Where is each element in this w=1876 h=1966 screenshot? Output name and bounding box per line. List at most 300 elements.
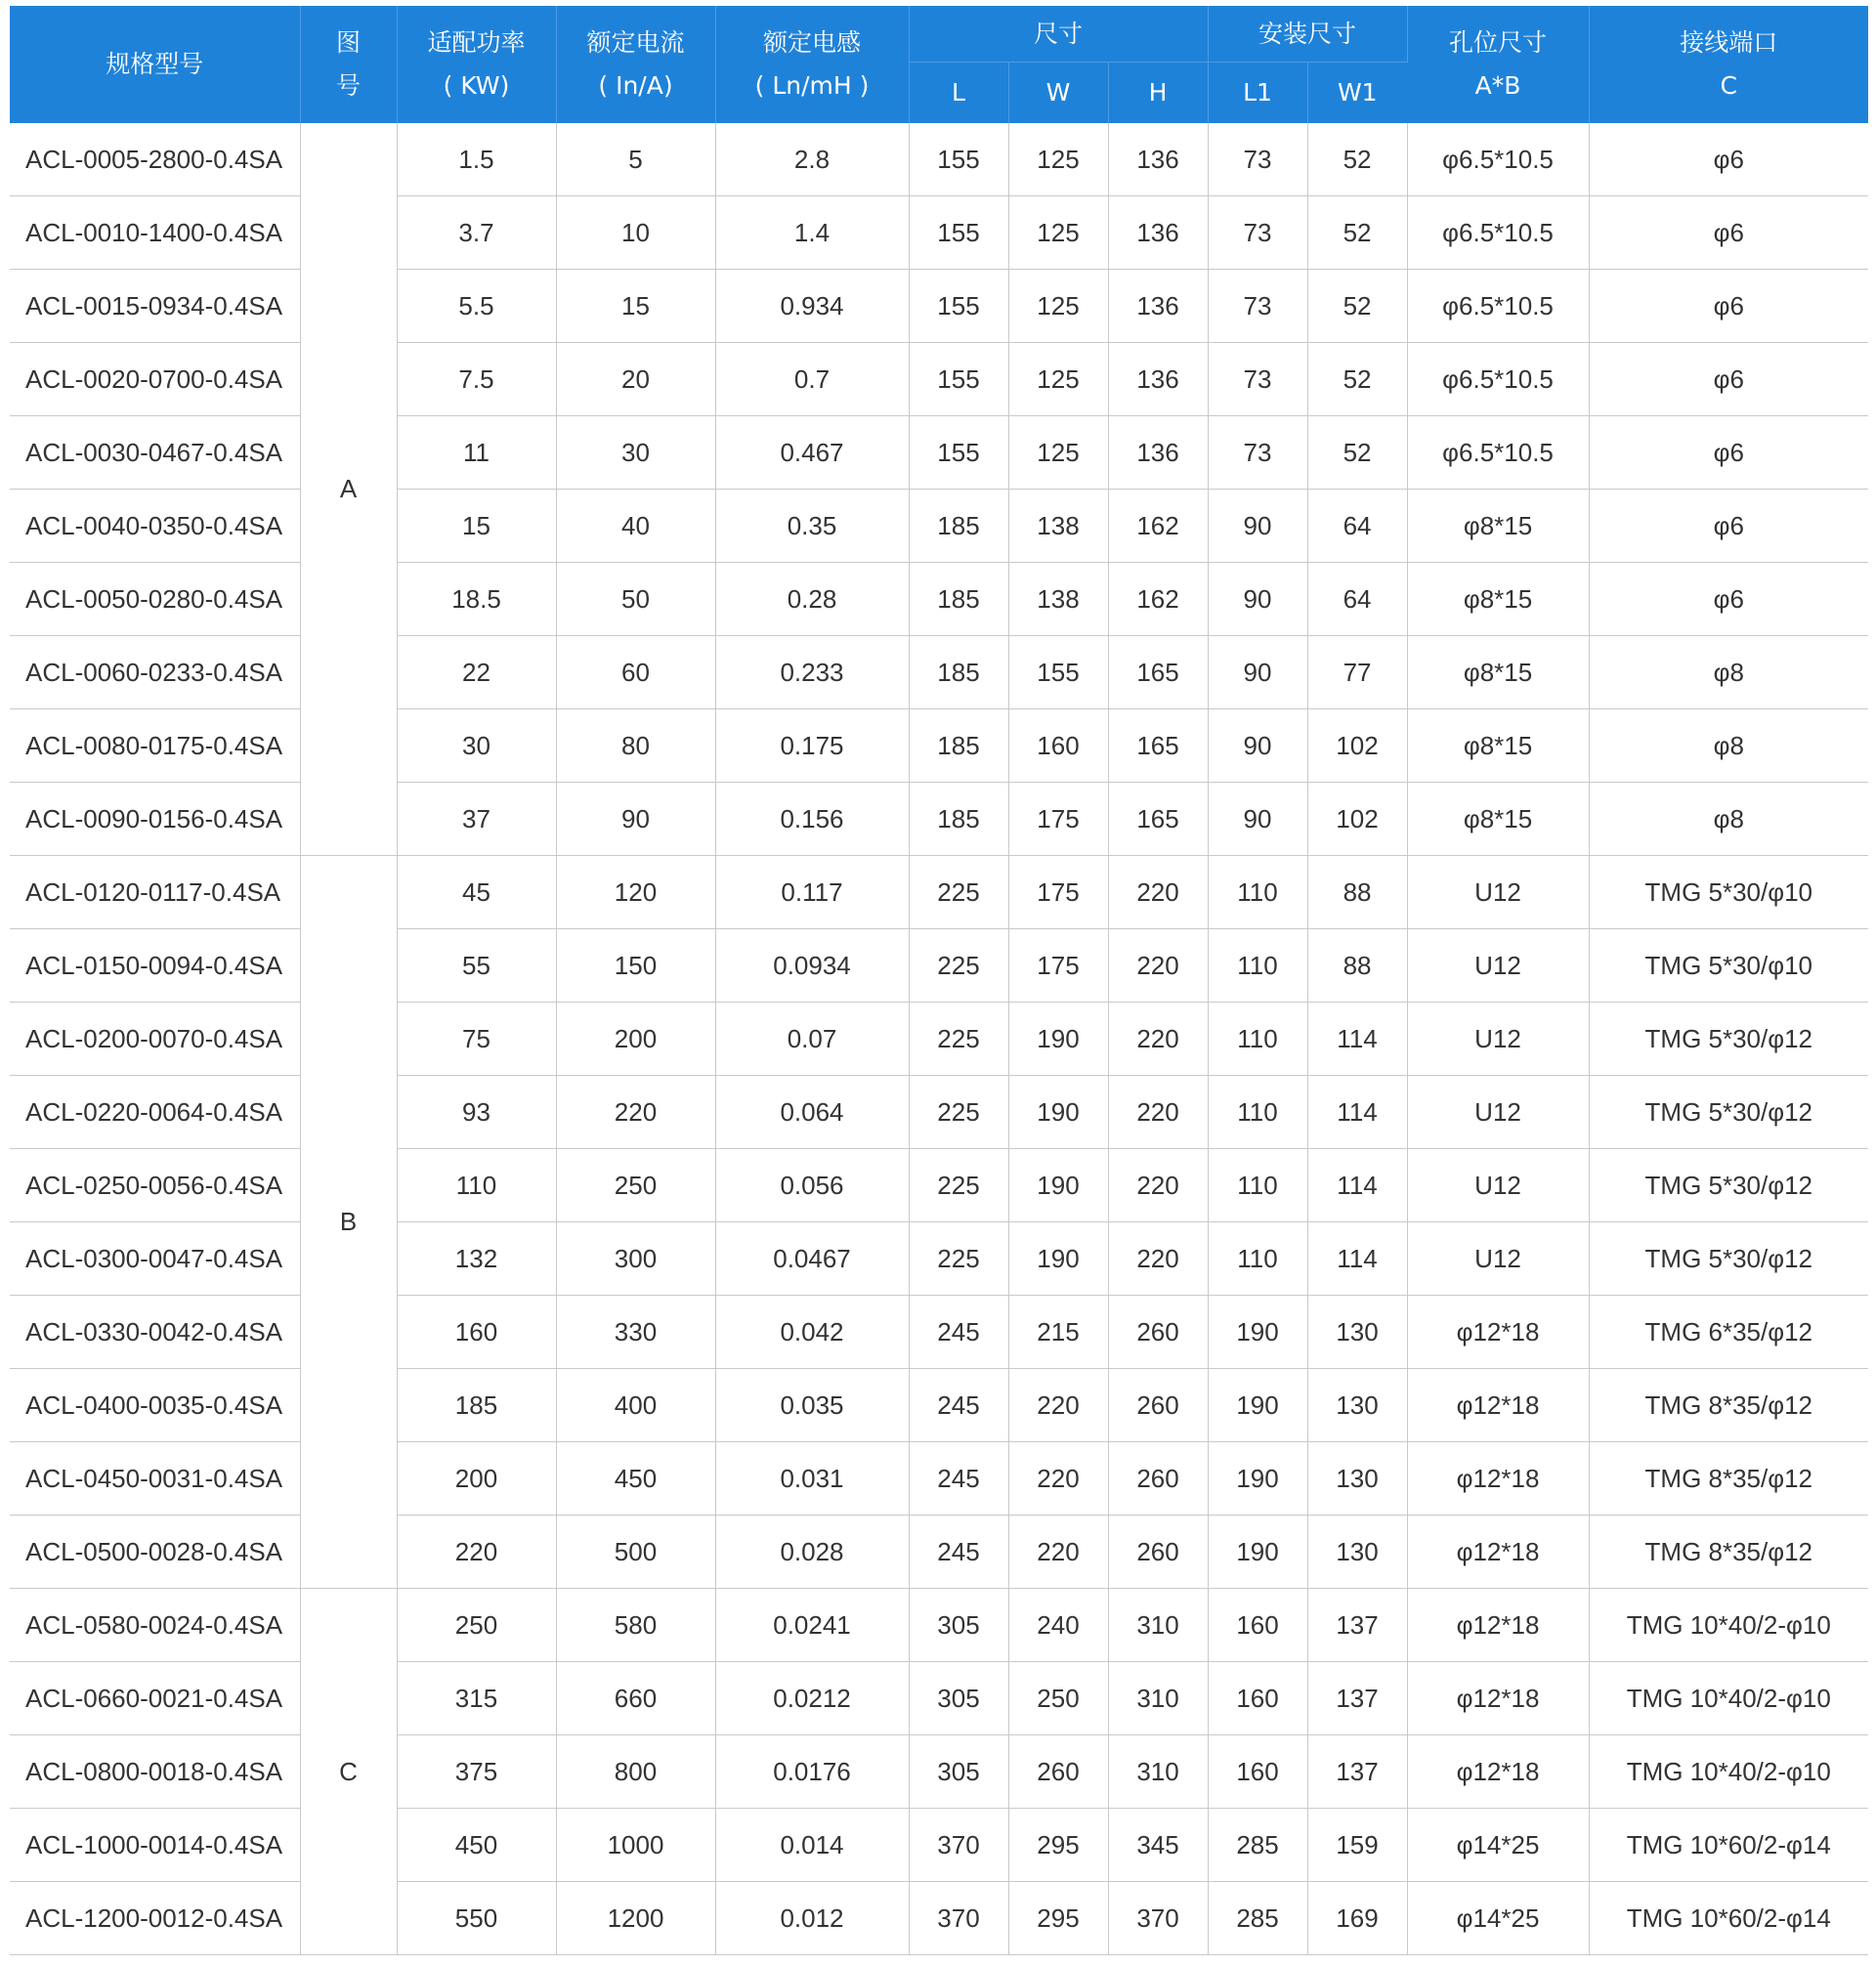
- header-install: 安装尺寸: [1208, 6, 1407, 63]
- cell-size-l: 245: [909, 1296, 1008, 1369]
- cell-current: 580: [556, 1589, 715, 1662]
- cell-model: ACL-0450-0031-0.4SA: [10, 1442, 300, 1516]
- cell-size-l: 155: [909, 416, 1008, 490]
- header-size-h: H: [1108, 63, 1208, 124]
- cell-size-h: 165: [1108, 783, 1208, 856]
- cell-size-h: 165: [1108, 709, 1208, 783]
- cell-terminal: φ6: [1589, 196, 1868, 270]
- table-row: [10, 490, 1868, 563]
- cell-install-l1: 73: [1208, 196, 1307, 270]
- cell-inductance: 0.175: [715, 709, 909, 783]
- cell-install-w1: 102: [1307, 783, 1407, 856]
- cell-inductance: 0.0241: [715, 1589, 909, 1662]
- cell-power: 75: [397, 1003, 556, 1076]
- cell-model: ACL-0300-0047-0.4SA: [10, 1222, 300, 1296]
- cell-size-h: 370: [1108, 1882, 1208, 1955]
- cell-current: 20: [556, 343, 715, 416]
- cell-inductance: 0.031: [715, 1442, 909, 1516]
- cell-hole: U12: [1407, 1003, 1589, 1076]
- cell-size-h: 220: [1108, 929, 1208, 1003]
- cell-install-w1: 114: [1307, 1149, 1407, 1222]
- table-row: [10, 1442, 1868, 1516]
- cell-size-l: 185: [909, 563, 1008, 636]
- cell-inductance: 0.934: [715, 270, 909, 343]
- cell-size-l: 155: [909, 270, 1008, 343]
- cell-install-w1: 52: [1307, 270, 1407, 343]
- cell-size-l: 225: [909, 1149, 1008, 1222]
- table-row: [10, 1662, 1868, 1735]
- cell-inductance: 0.0467: [715, 1222, 909, 1296]
- cell-inductance: 0.07: [715, 1003, 909, 1076]
- cell-terminal: φ6: [1589, 123, 1868, 196]
- cell-model: ACL-0020-0700-0.4SA: [10, 343, 300, 416]
- cell-power: 55: [397, 929, 556, 1003]
- cell-size-w: 125: [1008, 416, 1108, 490]
- cell-install-l1: 90: [1208, 709, 1307, 783]
- cell-current: 400: [556, 1369, 715, 1442]
- cell-current: 90: [556, 783, 715, 856]
- cell-size-w: 125: [1008, 123, 1108, 196]
- cell-current: 40: [556, 490, 715, 563]
- cell-size-h: 260: [1108, 1296, 1208, 1369]
- cell-size-w: 175: [1008, 783, 1108, 856]
- table-row: [10, 1516, 1868, 1589]
- cell-size-w: 155: [1008, 636, 1108, 709]
- cell-size-h: 310: [1108, 1662, 1208, 1735]
- cell-terminal: φ6: [1589, 490, 1868, 563]
- cell-install-l1: 90: [1208, 636, 1307, 709]
- cell-install-w1: 137: [1307, 1662, 1407, 1735]
- cell-size-h: 136: [1108, 270, 1208, 343]
- cell-terminal: φ8: [1589, 636, 1868, 709]
- cell-terminal: TMG 5*30/φ12: [1589, 1222, 1868, 1296]
- cell-power: 110: [397, 1149, 556, 1222]
- cell-size-l: 370: [909, 1809, 1008, 1882]
- cell-install-l1: 110: [1208, 1149, 1307, 1222]
- cell-terminal: TMG 6*35/φ12: [1589, 1296, 1868, 1369]
- cell-terminal: TMG 5*30/φ12: [1589, 1076, 1868, 1149]
- cell-power: 3.7: [397, 196, 556, 270]
- cell-model: ACL-0800-0018-0.4SA: [10, 1735, 300, 1809]
- cell-size-w: 190: [1008, 1149, 1108, 1222]
- cell-install-w1: 64: [1307, 563, 1407, 636]
- cell-hole: φ6.5*10.5: [1407, 343, 1589, 416]
- cell-size-h: 260: [1108, 1516, 1208, 1589]
- cell-size-l: 305: [909, 1589, 1008, 1662]
- cell-size-h: 260: [1108, 1442, 1208, 1516]
- cell-size-w: 138: [1008, 490, 1108, 563]
- cell-size-l: 305: [909, 1662, 1008, 1735]
- cell-power: 30: [397, 709, 556, 783]
- cell-install-l1: 190: [1208, 1369, 1307, 1442]
- cell-install-w1: 159: [1307, 1809, 1407, 1882]
- cell-size-w: 138: [1008, 563, 1108, 636]
- cell-install-w1: 88: [1307, 856, 1407, 929]
- header-size: 尺寸: [909, 6, 1208, 63]
- cell-terminal: TMG 5*30/φ10: [1589, 929, 1868, 1003]
- cell-hole: U12: [1407, 929, 1589, 1003]
- cell-size-h: 310: [1108, 1589, 1208, 1662]
- cell-model: ACL-0400-0035-0.4SA: [10, 1369, 300, 1442]
- header-size-l: L: [909, 63, 1008, 124]
- cell-size-l: 225: [909, 1222, 1008, 1296]
- cell-terminal: φ6: [1589, 343, 1868, 416]
- table-row: [10, 709, 1868, 783]
- header-inductance: 额定电感 ( Ln/mH ): [715, 6, 909, 123]
- cell-size-w: 175: [1008, 929, 1108, 1003]
- cell-figure: C: [300, 1589, 397, 1955]
- cell-inductance: 0.035: [715, 1369, 909, 1442]
- cell-install-w1: 88: [1307, 929, 1407, 1003]
- cell-model: ACL-0150-0094-0.4SA: [10, 929, 300, 1003]
- cell-inductance: 0.014: [715, 1809, 909, 1882]
- cell-terminal: TMG 8*35/φ12: [1589, 1516, 1868, 1589]
- cell-current: 1200: [556, 1882, 715, 1955]
- cell-model: ACL-0015-0934-0.4SA: [10, 270, 300, 343]
- cell-size-l: 225: [909, 1003, 1008, 1076]
- cell-size-l: 185: [909, 636, 1008, 709]
- cell-hole: U12: [1407, 1222, 1589, 1296]
- cell-inductance: 0.467: [715, 416, 909, 490]
- cell-power: 93: [397, 1076, 556, 1149]
- cell-model: ACL-0220-0064-0.4SA: [10, 1076, 300, 1149]
- cell-hole: U12: [1407, 1149, 1589, 1222]
- cell-model: ACL-0040-0350-0.4SA: [10, 490, 300, 563]
- table-row: [10, 123, 1868, 196]
- cell-size-l: 245: [909, 1516, 1008, 1589]
- cell-inductance: 0.028: [715, 1516, 909, 1589]
- cell-model: ACL-0330-0042-0.4SA: [10, 1296, 300, 1369]
- cell-install-w1: 137: [1307, 1735, 1407, 1809]
- cell-size-l: 305: [909, 1735, 1008, 1809]
- cell-current: 330: [556, 1296, 715, 1369]
- cell-inductance: 0.156: [715, 783, 909, 856]
- cell-model: ACL-0120-0117-0.4SA: [10, 856, 300, 929]
- cell-hole: φ8*15: [1407, 783, 1589, 856]
- cell-install-w1: 130: [1307, 1442, 1407, 1516]
- cell-inductance: 0.012: [715, 1882, 909, 1955]
- header-power: 适配功率 ( KW): [397, 6, 556, 123]
- cell-size-h: 162: [1108, 490, 1208, 563]
- cell-install-w1: 52: [1307, 343, 1407, 416]
- cell-size-w: 125: [1008, 343, 1108, 416]
- cell-install-w1: 52: [1307, 416, 1407, 490]
- cell-size-l: 185: [909, 709, 1008, 783]
- cell-power: 5.5: [397, 270, 556, 343]
- cell-power: 1.5: [397, 123, 556, 196]
- header-figure: 图 号: [300, 6, 397, 123]
- cell-size-w: 295: [1008, 1882, 1108, 1955]
- cell-install-w1: 130: [1307, 1516, 1407, 1589]
- cell-size-h: 220: [1108, 1222, 1208, 1296]
- cell-size-l: 245: [909, 1369, 1008, 1442]
- cell-install-l1: 73: [1208, 123, 1307, 196]
- cell-model: ACL-0090-0156-0.4SA: [10, 783, 300, 856]
- cell-hole: φ8*15: [1407, 636, 1589, 709]
- cell-size-h: 136: [1108, 416, 1208, 490]
- cell-size-w: 190: [1008, 1222, 1108, 1296]
- cell-inductance: 1.4: [715, 196, 909, 270]
- table-row: [10, 1882, 1868, 1955]
- table-row: [10, 563, 1868, 636]
- cell-install-w1: 130: [1307, 1369, 1407, 1442]
- cell-size-w: 220: [1008, 1369, 1108, 1442]
- cell-inductance: 0.0176: [715, 1735, 909, 1809]
- cell-install-w1: 114: [1307, 1003, 1407, 1076]
- cell-current: 150: [556, 929, 715, 1003]
- header-install-w1: W1: [1307, 63, 1407, 124]
- cell-model: ACL-0250-0056-0.4SA: [10, 1149, 300, 1222]
- cell-hole: φ14*25: [1407, 1882, 1589, 1955]
- cell-inductance: 0.0212: [715, 1662, 909, 1735]
- cell-power: 45: [397, 856, 556, 929]
- cell-model: ACL-0050-0280-0.4SA: [10, 563, 300, 636]
- cell-current: 450: [556, 1442, 715, 1516]
- cell-current: 50: [556, 563, 715, 636]
- cell-power: 315: [397, 1662, 556, 1735]
- cell-current: 200: [556, 1003, 715, 1076]
- cell-current: 60: [556, 636, 715, 709]
- cell-inductance: 0.064: [715, 1076, 909, 1149]
- cell-terminal: TMG 10*40/2-φ10: [1589, 1589, 1868, 1662]
- cell-install-w1: 52: [1307, 123, 1407, 196]
- cell-install-w1: 114: [1307, 1222, 1407, 1296]
- cell-size-h: 220: [1108, 1076, 1208, 1149]
- cell-install-w1: 130: [1307, 1296, 1407, 1369]
- cell-size-l: 370: [909, 1882, 1008, 1955]
- cell-size-l: 155: [909, 343, 1008, 416]
- cell-power: 18.5: [397, 563, 556, 636]
- cell-hole: φ6.5*10.5: [1407, 270, 1589, 343]
- table-row: [10, 1369, 1868, 1442]
- cell-inductance: 0.056: [715, 1149, 909, 1222]
- cell-inductance: 0.35: [715, 490, 909, 563]
- cell-model: ACL-0500-0028-0.4SA: [10, 1516, 300, 1589]
- cell-terminal: TMG 10*60/2-φ14: [1589, 1882, 1868, 1955]
- cell-install-w1: 52: [1307, 196, 1407, 270]
- cell-size-w: 175: [1008, 856, 1108, 929]
- cell-size-w: 250: [1008, 1662, 1108, 1735]
- cell-size-h: 220: [1108, 856, 1208, 929]
- cell-inductance: 0.7: [715, 343, 909, 416]
- cell-hole: φ12*18: [1407, 1442, 1589, 1516]
- cell-install-l1: 160: [1208, 1589, 1307, 1662]
- cell-terminal: TMG 5*30/φ10: [1589, 856, 1868, 929]
- cell-power: 7.5: [397, 343, 556, 416]
- cell-install-l1: 110: [1208, 1003, 1307, 1076]
- cell-size-w: 125: [1008, 196, 1108, 270]
- cell-size-l: 185: [909, 783, 1008, 856]
- table-row: [10, 1149, 1868, 1222]
- cell-hole: φ12*18: [1407, 1662, 1589, 1735]
- cell-terminal: TMG 5*30/φ12: [1589, 1149, 1868, 1222]
- cell-size-w: 220: [1008, 1516, 1108, 1589]
- cell-install-w1: 114: [1307, 1076, 1407, 1149]
- cell-size-h: 136: [1108, 123, 1208, 196]
- cell-size-h: 310: [1108, 1735, 1208, 1809]
- table-row: [10, 1589, 1868, 1662]
- cell-terminal: φ6: [1589, 270, 1868, 343]
- table-row: [10, 343, 1868, 416]
- table-row: [10, 196, 1868, 270]
- cell-size-h: 260: [1108, 1369, 1208, 1442]
- cell-terminal: TMG 5*30/φ12: [1589, 1003, 1868, 1076]
- cell-power: 11: [397, 416, 556, 490]
- cell-terminal: TMG 8*35/φ12: [1589, 1369, 1868, 1442]
- reactor-spec-table: [10, 6, 1868, 1955]
- cell-power: 37: [397, 783, 556, 856]
- cell-inductance: 0.117: [715, 856, 909, 929]
- cell-terminal: TMG 8*35/φ12: [1589, 1442, 1868, 1516]
- table-row: [10, 270, 1868, 343]
- cell-power: 185: [397, 1369, 556, 1442]
- cell-hole: φ12*18: [1407, 1296, 1589, 1369]
- cell-install-w1: 64: [1307, 490, 1407, 563]
- cell-power: 220: [397, 1516, 556, 1589]
- header-current: 额定电流 ( In/A): [556, 6, 715, 123]
- cell-current: 250: [556, 1149, 715, 1222]
- cell-power: 375: [397, 1735, 556, 1809]
- cell-install-l1: 110: [1208, 856, 1307, 929]
- cell-size-h: 220: [1108, 1149, 1208, 1222]
- cell-hole: U12: [1407, 856, 1589, 929]
- cell-size-w: 240: [1008, 1589, 1108, 1662]
- cell-install-l1: 190: [1208, 1296, 1307, 1369]
- cell-current: 500: [556, 1516, 715, 1589]
- cell-size-h: 345: [1108, 1809, 1208, 1882]
- cell-install-l1: 110: [1208, 929, 1307, 1003]
- cell-current: 10: [556, 196, 715, 270]
- header-model: 规格型号: [10, 6, 300, 123]
- cell-size-l: 225: [909, 929, 1008, 1003]
- cell-install-l1: 110: [1208, 1076, 1307, 1149]
- cell-install-l1: 90: [1208, 490, 1307, 563]
- cell-terminal: TMG 10*60/2-φ14: [1589, 1809, 1868, 1882]
- cell-current: 120: [556, 856, 715, 929]
- cell-power: 160: [397, 1296, 556, 1369]
- cell-install-l1: 190: [1208, 1516, 1307, 1589]
- cell-model: ACL-0660-0021-0.4SA: [10, 1662, 300, 1735]
- cell-hole: φ12*18: [1407, 1735, 1589, 1809]
- cell-power: 22: [397, 636, 556, 709]
- header-size-w: W: [1008, 63, 1108, 124]
- cell-terminal: TMG 10*40/2-φ10: [1589, 1662, 1868, 1735]
- cell-size-l: 155: [909, 123, 1008, 196]
- cell-hole: φ8*15: [1407, 709, 1589, 783]
- cell-size-l: 185: [909, 490, 1008, 563]
- cell-power: 250: [397, 1589, 556, 1662]
- cell-hole: φ14*25: [1407, 1809, 1589, 1882]
- table-row: [10, 416, 1868, 490]
- table-row: [10, 636, 1868, 709]
- cell-install-w1: 169: [1307, 1882, 1407, 1955]
- cell-size-w: 160: [1008, 709, 1108, 783]
- cell-size-w: 220: [1008, 1442, 1108, 1516]
- cell-hole: φ6.5*10.5: [1407, 123, 1589, 196]
- cell-hole: φ8*15: [1407, 490, 1589, 563]
- table-row: [10, 1809, 1868, 1882]
- table-body: [10, 123, 1868, 1955]
- cell-hole: φ12*18: [1407, 1516, 1589, 1589]
- cell-size-h: 162: [1108, 563, 1208, 636]
- cell-hole: φ12*18: [1407, 1369, 1589, 1442]
- cell-model: ACL-0080-0175-0.4SA: [10, 709, 300, 783]
- cell-size-w: 260: [1008, 1735, 1108, 1809]
- cell-size-l: 225: [909, 1076, 1008, 1149]
- cell-current: 5: [556, 123, 715, 196]
- cell-size-h: 220: [1108, 1003, 1208, 1076]
- cell-inductance: 2.8: [715, 123, 909, 196]
- cell-install-l1: 73: [1208, 416, 1307, 490]
- cell-current: 660: [556, 1662, 715, 1735]
- table-row: [10, 1296, 1868, 1369]
- cell-size-h: 136: [1108, 196, 1208, 270]
- cell-power: 450: [397, 1809, 556, 1882]
- cell-hole: U12: [1407, 1076, 1589, 1149]
- table-row: [10, 1735, 1868, 1809]
- cell-terminal: φ6: [1589, 416, 1868, 490]
- cell-install-w1: 137: [1307, 1589, 1407, 1662]
- cell-install-l1: 73: [1208, 270, 1307, 343]
- cell-figure: B: [300, 856, 397, 1589]
- cell-power: 15: [397, 490, 556, 563]
- cell-size-w: 215: [1008, 1296, 1108, 1369]
- cell-model: ACL-0200-0070-0.4SA: [10, 1003, 300, 1076]
- cell-current: 220: [556, 1076, 715, 1149]
- cell-size-l: 245: [909, 1442, 1008, 1516]
- cell-inductance: 0.0934: [715, 929, 909, 1003]
- cell-size-l: 225: [909, 856, 1008, 929]
- cell-model: ACL-0060-0233-0.4SA: [10, 636, 300, 709]
- cell-install-w1: 102: [1307, 709, 1407, 783]
- cell-power: 200: [397, 1442, 556, 1516]
- header-install-l1: L1: [1208, 63, 1307, 124]
- cell-size-h: 165: [1108, 636, 1208, 709]
- cell-hole: φ6.5*10.5: [1407, 196, 1589, 270]
- cell-power: 132: [397, 1222, 556, 1296]
- cell-install-w1: 77: [1307, 636, 1407, 709]
- header-terminal: 接线端口 C: [1589, 6, 1868, 123]
- table-row: [10, 1076, 1868, 1149]
- cell-install-l1: 190: [1208, 1442, 1307, 1516]
- cell-install-l1: 90: [1208, 563, 1307, 636]
- cell-model: ACL-0010-1400-0.4SA: [10, 196, 300, 270]
- table-row: [10, 1222, 1868, 1296]
- cell-size-w: 190: [1008, 1076, 1108, 1149]
- cell-install-l1: 160: [1208, 1662, 1307, 1735]
- cell-inductance: 0.042: [715, 1296, 909, 1369]
- cell-terminal: φ8: [1589, 783, 1868, 856]
- cell-install-l1: 110: [1208, 1222, 1307, 1296]
- cell-current: 800: [556, 1735, 715, 1809]
- cell-install-l1: 73: [1208, 343, 1307, 416]
- cell-terminal: φ8: [1589, 709, 1868, 783]
- table-row: [10, 1003, 1868, 1076]
- cell-hole: φ12*18: [1407, 1589, 1589, 1662]
- cell-current: 30: [556, 416, 715, 490]
- cell-current: 1000: [556, 1809, 715, 1882]
- cell-model: ACL-0005-2800-0.4SA: [10, 123, 300, 196]
- cell-terminal: TMG 10*40/2-φ10: [1589, 1735, 1868, 1809]
- header-hole: 孔位尺寸 A*B: [1407, 6, 1589, 123]
- cell-hole: φ6.5*10.5: [1407, 416, 1589, 490]
- cell-inductance: 0.233: [715, 636, 909, 709]
- cell-figure: A: [300, 123, 397, 856]
- table-row: [10, 856, 1868, 929]
- cell-model: ACL-1000-0014-0.4SA: [10, 1809, 300, 1882]
- cell-install-l1: 285: [1208, 1809, 1307, 1882]
- cell-current: 80: [556, 709, 715, 783]
